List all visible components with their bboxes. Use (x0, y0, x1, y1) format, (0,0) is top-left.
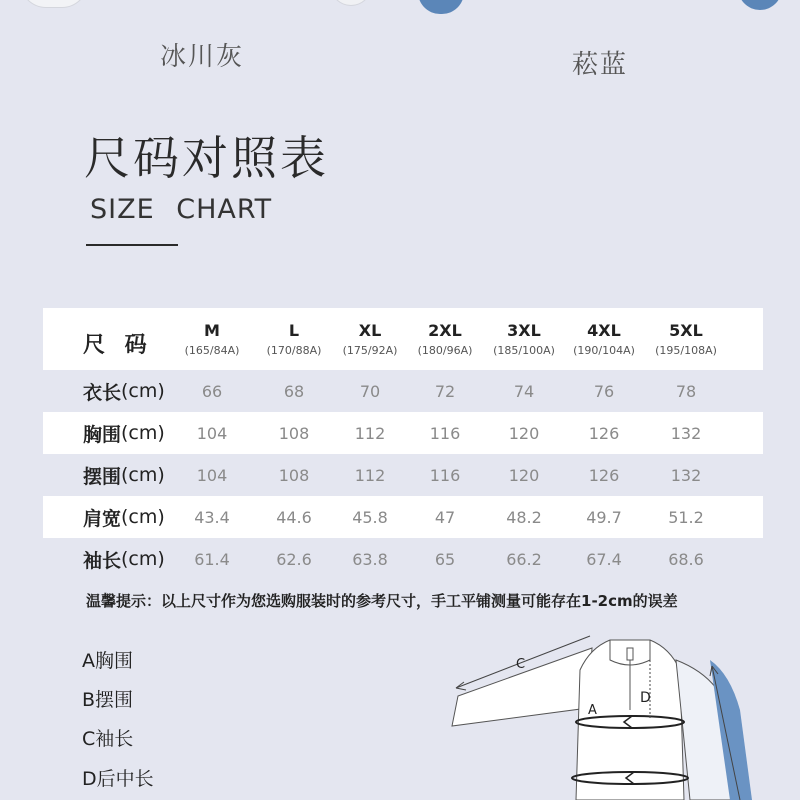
table-cell: 108 (278, 465, 310, 485)
size-spec: (170/88A) (266, 343, 322, 357)
table-cell: 68.6 (668, 549, 704, 569)
table-cell: 48.2 (506, 507, 542, 527)
table-cell: 68 (283, 381, 305, 401)
size-col (562, 308, 646, 370)
legend-item (82, 724, 133, 751)
size-name: 3XL (507, 320, 541, 340)
size-name: L (288, 320, 300, 340)
table-cell: 66 (201, 381, 223, 401)
woad-blue-swatch-right (738, 0, 782, 10)
table-row (43, 412, 763, 454)
size-spec: (195/108A) (655, 343, 717, 357)
table-cell: 126 (588, 465, 620, 485)
row-label (83, 370, 165, 412)
table-cell: 132 (670, 465, 702, 485)
row-unit: (cm) (121, 548, 165, 570)
size-name: XL (358, 320, 382, 340)
legend-text: 摆围 (95, 689, 134, 711)
table-cell: 65 (434, 549, 456, 569)
table-row (43, 538, 763, 580)
legend-letter: B (82, 689, 96, 711)
table-cell: 45.8 (352, 507, 388, 527)
legend-item (82, 764, 154, 791)
legend-letter: D (82, 768, 97, 790)
size-spec: (185/100A) (493, 343, 555, 357)
legend-letter: C (82, 728, 96, 750)
legend-letter: A (82, 650, 95, 672)
title-divider (86, 244, 178, 246)
table-cell: 62.6 (276, 549, 312, 569)
row-unit: (cm) (121, 380, 165, 402)
size-col (403, 308, 487, 370)
table-cell: 67.4 (586, 549, 622, 569)
row-label (83, 412, 165, 454)
row-label-text: 肩宽 (83, 507, 122, 530)
row-label-text: 衣长 (83, 381, 122, 404)
size-col (328, 308, 412, 370)
table-cell: 120 (508, 465, 540, 485)
table-cell: 76 (593, 381, 615, 401)
table-cell: 66.2 (506, 549, 542, 569)
table-cell: 44.6 (276, 507, 312, 527)
row-label-text: 袖长 (83, 549, 122, 572)
legend-text: 后中长 (96, 768, 154, 790)
table-cell: 43.4 (194, 507, 230, 527)
size-name: 4XL (587, 320, 621, 340)
jacket-diagram (440, 630, 800, 800)
table-cell: 112 (354, 423, 386, 443)
woad-blue-swatch (418, 0, 464, 14)
table-cell: 116 (429, 423, 461, 443)
size-spec: (190/104A) (573, 343, 635, 357)
page-title: 尺码对照表 (84, 131, 329, 185)
label-a: A (588, 703, 597, 718)
size-table (43, 308, 763, 580)
table-cell: 132 (670, 423, 702, 443)
table-cell: 49.7 (586, 507, 622, 527)
row-label (83, 496, 165, 538)
table-cell: 63.8 (352, 549, 388, 569)
table-header-row (43, 308, 763, 370)
row-label (83, 538, 165, 580)
table-row (43, 370, 763, 412)
size-spec: (175/92A) (342, 343, 398, 357)
table-cell: 120 (508, 423, 540, 443)
table-cell: 116 (429, 465, 461, 485)
table-cell: 108 (278, 423, 310, 443)
size-col (170, 308, 254, 370)
zipper-pull (627, 648, 633, 660)
table-row (43, 496, 763, 538)
size-spec: (165/84A) (184, 343, 240, 357)
row-unit: (cm) (121, 506, 165, 528)
size-name: M (204, 320, 220, 340)
label-c: C (516, 657, 526, 672)
size-col (644, 308, 728, 370)
legend-text: 袖长 (95, 728, 134, 750)
row-unit: (cm) (121, 464, 165, 486)
legend-item (82, 685, 133, 712)
table-cell: 78 (675, 381, 697, 401)
glacier-grey-swatch-right (330, 0, 372, 6)
table-cell: 104 (196, 423, 228, 443)
color-name-blue: 菘蓝 (572, 50, 629, 80)
size-spec: (180/96A) (417, 343, 473, 357)
legend-text: 胸围 (95, 650, 134, 672)
size-col (482, 308, 566, 370)
table-cell: 72 (434, 381, 456, 401)
table-cell: 47 (434, 507, 456, 527)
legend-item (82, 646, 133, 673)
size-col (252, 308, 336, 370)
size-name: 5XL (669, 320, 703, 340)
table-cell: 61.4 (194, 549, 230, 569)
page-subtitle: SIZE CHART (90, 194, 273, 225)
row-label-text: 胸围 (83, 423, 122, 446)
glacier-grey-swatch (20, 0, 88, 8)
row-unit: (cm) (121, 422, 165, 444)
table-cell: 126 (588, 423, 620, 443)
table-cell: 51.2 (668, 507, 704, 527)
table-cell: 74 (513, 381, 535, 401)
row-label (83, 454, 165, 496)
color-name-grey: 冰川灰 (160, 42, 245, 72)
table-cell: 112 (354, 465, 386, 485)
header-label: 尺 码 (83, 332, 153, 358)
table-row (43, 454, 763, 496)
measurement-tip: 温馨提示：以上尺寸作为您选购服装时的参考尺寸，手工平铺测量可能存在1-2cm的误差 (86, 592, 678, 610)
table-cell: 104 (196, 465, 228, 485)
table-cell: 70 (359, 381, 381, 401)
size-name: 2XL (428, 320, 462, 340)
row-label-text: 摆围 (83, 465, 122, 488)
label-d: D (640, 690, 651, 706)
